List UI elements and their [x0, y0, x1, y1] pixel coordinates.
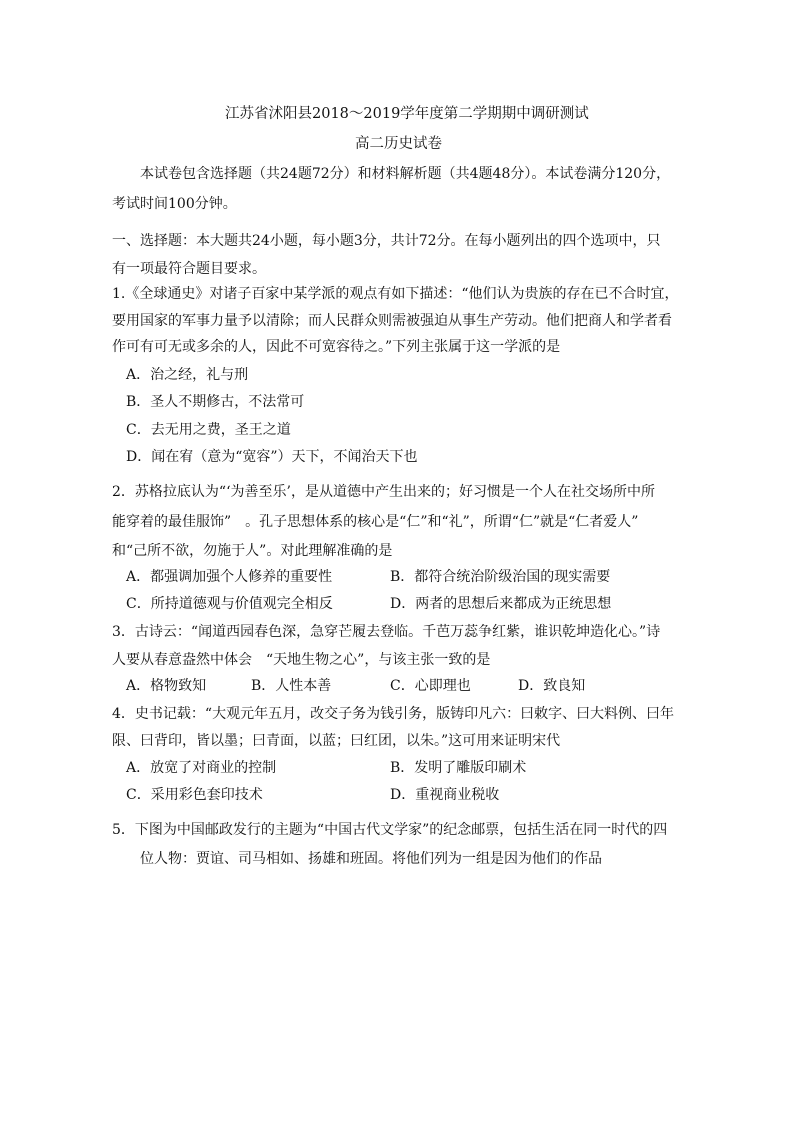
- q2-stem-line-2: 能穿着的最佳服饰” 。孔子思想体系的核心是“仁”和“礼”，所谓“仁”就是“仁者爱人”: [112, 514, 639, 530]
- section-heading-line-1: 一、选择题：本大题共24小题，每小题3分，共计72分。在每小题列出的四个选项中，只: [112, 233, 661, 249]
- q2-option-b: B．都符合统治阶级治国的现实需要: [390, 569, 611, 585]
- q2-stem-line-1: 2．苏格拉底认为“‘为善至乐’，是从道德中产生出来的；好习惯是一个人在社交场所中所: [112, 484, 655, 500]
- exam-subtitle: 高二历史试卷: [355, 136, 442, 152]
- exam-title: 江苏省沭阳县2018～2019学年度第二学期期中调研测试: [225, 106, 589, 122]
- q5-stem-line-2: 位人物：贾谊、司马相如、扬雄和班固。将他们列为一组是因为他们的作品: [140, 851, 602, 867]
- q3-option-c: C．心即理也: [390, 678, 471, 694]
- q1-stem-line-3: 作可有可无或多余的人，因此不可宽容待之。”下列主张属于这一学派的是: [112, 339, 561, 355]
- q5-stem-line-1: 5．下图为中国邮政发行的主题为“中国古代文学家”的纪念邮票，包括生活在同一时代的四: [112, 822, 668, 838]
- q3-option-b: B．人性本善: [251, 678, 332, 694]
- q4-stem-line-1: 4．史书记载：“大观元年五月，改交子务为钱引务，版铸印凡六：曰敕字、曰大料例、曰年: [112, 706, 675, 722]
- q1-option-b: B．圣人不期修古，不法常可: [126, 394, 305, 410]
- intro-line-2: 考试时间100分钟。: [112, 196, 237, 212]
- q4-stem-line-2: 限、曰背印，皆以墨；曰青面，以蓝；曰红团，以朱。”这可用来证明宋代: [112, 733, 561, 749]
- q3-option-d: D．致良知: [518, 678, 586, 694]
- q3-option-a: A．格物致知: [126, 678, 207, 694]
- q2-option-c: C．所持道德观与价值观完全相反: [126, 596, 333, 612]
- q1-option-c: C．去无用之费，圣王之道: [126, 422, 291, 438]
- q2-stem-line-3: 和“己所不欲，勿施于人”。对此理解准确的是: [112, 543, 393, 559]
- q4-option-a: A．放宽了对商业的控制: [126, 760, 277, 776]
- q1-option-a: A．治之经，礼与刑: [126, 367, 249, 383]
- intro-line-1: 本试卷包含选择题（共24题72分）和材料解析题（共4题48分）。本试卷满分120分，: [140, 166, 671, 182]
- q1-stem-line-1: 1.《全球通史》对诸子百家中某学派的观点有如下描述：“他们认为贵族的存在已不合时宜，: [112, 286, 679, 302]
- q4-option-c: C．采用彩色套印技术: [126, 787, 263, 803]
- q4-option-b: B．发明了雕版印刷术: [390, 760, 527, 776]
- q1-stem-line-2: 要用国家的军事力量予以清除；而人民群众则需被强迫从事生产劳动。他们把商人和学者看: [112, 313, 672, 329]
- q2-option-d: D．两者的思想后来都成为正统思想: [390, 596, 612, 612]
- q3-stem-line-2: 人要从春意盎然中体会 “天地生物之心”，与该主张一致的是: [112, 652, 491, 668]
- q2-option-a: A．都强调加强个人修养的重要性: [126, 569, 333, 585]
- q4-option-d: D．重视商业税收: [390, 787, 500, 803]
- q1-option-d: D．闻在宥（意为“宽容”）天下，不闻治天下也: [126, 449, 418, 465]
- q3-stem-line-1: 3．古诗云：“闻道西园春色深，急穿芒履去登临。千芭万蕊争红紫，谁识乾坤造化心。”诗: [112, 624, 661, 640]
- section-heading-line-2: 有一项最符合题目要求。: [112, 261, 266, 277]
